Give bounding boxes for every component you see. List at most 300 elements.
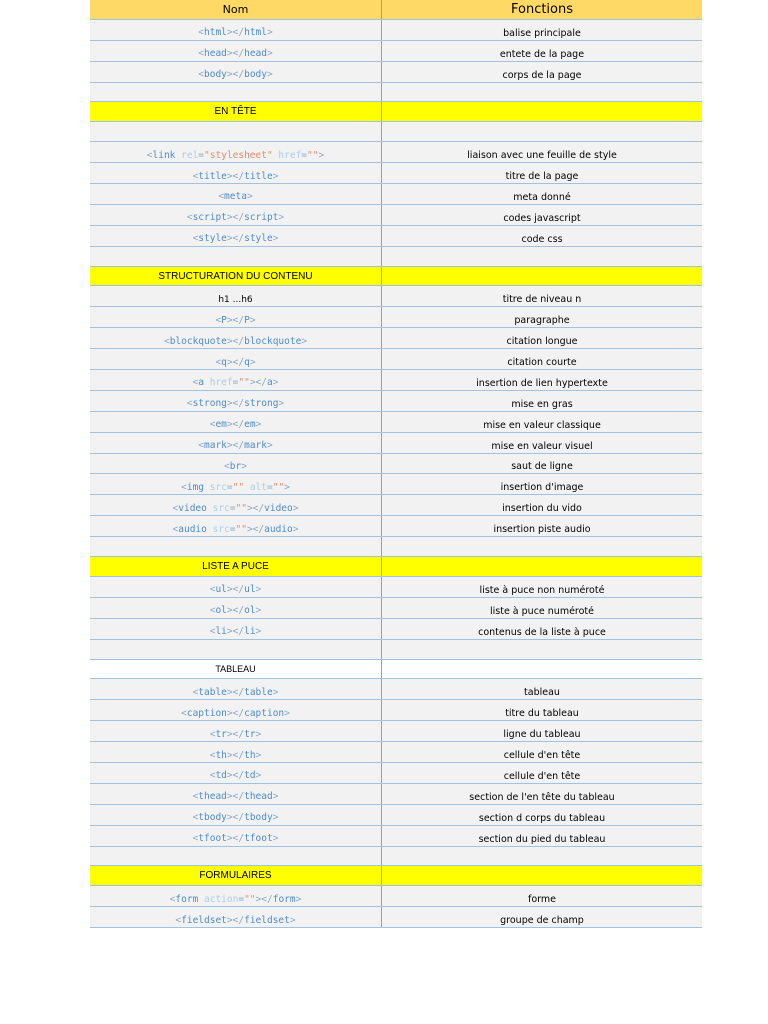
blank-row	[90, 846, 702, 866]
nom-cell	[90, 557, 382, 577]
closing-tag-name: li	[244, 626, 256, 638]
tag-name: caption	[186, 707, 227, 719]
tag-name: ol	[215, 605, 227, 617]
function-text: meta donné	[513, 191, 571, 203]
closing-tag-name: tr	[244, 728, 256, 740]
function-text: liste à puce numéroté	[489, 605, 595, 617]
nom-cell	[90, 390, 382, 411]
tag-code	[181, 708, 290, 719]
fonction-cell	[382, 495, 703, 516]
nom-cell	[90, 516, 382, 537]
closing-tag-name: tbody	[244, 812, 273, 824]
bracket: <	[186, 212, 193, 224]
bracket: >	[226, 314, 233, 326]
bracket: </	[232, 914, 245, 926]
function-text: titre de la page	[505, 171, 579, 183]
closing-tag-name: style	[244, 233, 273, 245]
fonction-cell	[382, 659, 703, 679]
function-text: liste à puce non numéroté	[479, 584, 605, 596]
bracket: >	[272, 833, 279, 845]
fonction-cell	[382, 886, 703, 907]
tag-code	[215, 315, 255, 326]
fonction-cell	[382, 411, 703, 432]
tag-code	[198, 440, 272, 451]
bracket: >	[255, 584, 262, 596]
row-row	[90, 453, 702, 474]
nom-cell	[90, 825, 382, 846]
equals: =	[232, 377, 239, 389]
nom-cell	[90, 576, 382, 597]
bracket: <	[169, 893, 176, 905]
bracket: >	[255, 605, 262, 617]
nom-cell	[90, 804, 382, 825]
nom-cell	[90, 61, 382, 82]
bracket: </	[232, 749, 245, 761]
closing-tag-name: em	[244, 419, 256, 431]
nom-cell	[90, 495, 382, 516]
bracket: </	[232, 69, 245, 81]
header-nom: Nom	[90, 0, 382, 19]
attr-name: alt	[249, 481, 267, 493]
function-text: section du pied du tableau	[478, 833, 606, 845]
tag-code	[147, 150, 324, 161]
tag-name: script	[192, 212, 227, 224]
tag-name: tfoot	[198, 833, 227, 845]
function-text: section de l'en tête du tableau	[469, 791, 615, 803]
bracket: <	[181, 481, 187, 493]
nom-cell	[90, 762, 382, 783]
bracket: <	[175, 914, 182, 926]
nom-cell	[90, 618, 382, 639]
function-text: insertion de lien hypertexte	[476, 377, 608, 389]
attr-value: ""	[232, 481, 245, 493]
bracket: <	[215, 356, 222, 368]
fonction-cell	[382, 204, 703, 225]
bracket: </	[232, 314, 245, 326]
closing-tag-name: video	[264, 502, 293, 514]
bracket: <	[163, 335, 170, 347]
row-row	[90, 742, 702, 763]
bracket: </	[232, 812, 245, 824]
tag-code	[187, 212, 284, 223]
tag-name: strong	[192, 398, 227, 410]
tag-name: em	[215, 419, 227, 431]
bracket: >	[226, 27, 233, 39]
function-text: codes javascript	[503, 212, 581, 224]
nom-cell	[90, 721, 382, 742]
bracket: </	[232, 440, 245, 452]
equals: =	[238, 893, 245, 905]
nom-cell	[90, 184, 382, 205]
row-row	[90, 804, 702, 825]
bracket: >	[266, 48, 273, 60]
row-row	[90, 40, 702, 61]
nom-cell	[90, 266, 382, 286]
tag-name: li	[215, 626, 227, 638]
closing-tag-name: th	[244, 749, 256, 761]
fonction-cell	[382, 804, 703, 825]
nom-cell	[90, 474, 382, 495]
tag-code	[193, 171, 279, 182]
closing-tag-name: tfoot	[244, 833, 273, 845]
bracket: <	[192, 833, 199, 845]
row-row	[90, 618, 702, 639]
fonction-cell	[382, 907, 703, 928]
section-title: EN TÊTE	[214, 106, 257, 118]
bracket: <	[218, 191, 225, 203]
attr-value: ""	[272, 481, 285, 493]
tag-code	[210, 419, 262, 430]
fonction-cell	[382, 762, 703, 783]
tag-code	[193, 377, 279, 388]
bracket: >	[272, 791, 279, 803]
tag-code	[181, 482, 290, 493]
tag-code	[218, 191, 252, 202]
fonction-cell	[382, 102, 703, 122]
function-text: mise en valeur visuel	[491, 440, 593, 452]
bracket: </	[252, 523, 265, 535]
nom-cell	[90, 886, 382, 907]
bracket: >	[255, 770, 262, 782]
nom-cell	[90, 204, 382, 225]
blank-row	[90, 537, 702, 557]
bracket: >	[292, 502, 299, 514]
attr-name: href	[209, 377, 233, 389]
fonction-cell	[382, 82, 703, 102]
sheet-body	[90, 0, 702, 928]
tag-name: fieldset	[181, 914, 227, 926]
bracket: >	[226, 728, 233, 740]
bracket: >	[266, 440, 273, 452]
row-row	[90, 495, 702, 516]
row-row	[90, 474, 702, 495]
tag-name: video	[178, 502, 207, 514]
nom-cell	[90, 349, 382, 370]
bracket: >	[241, 461, 247, 473]
row-row	[90, 61, 702, 82]
nom-cell	[90, 453, 382, 474]
attr-value: ""	[235, 502, 247, 514]
bracket: >	[272, 170, 279, 182]
bracket: </	[255, 377, 267, 389]
nom-cell	[90, 328, 382, 349]
bracket: </	[232, 27, 245, 39]
tag-code	[210, 605, 262, 616]
bracket: <	[209, 605, 216, 617]
tag-code	[164, 336, 307, 347]
bracket: >	[226, 170, 233, 182]
bracket: <	[209, 626, 216, 638]
header-fonctions: Fonctions	[382, 0, 703, 19]
function-text: contenus de la liste à puce	[478, 626, 606, 638]
closing-tag-name: audio	[264, 523, 293, 535]
tag-code	[175, 915, 295, 926]
fonction-cell	[382, 866, 703, 886]
row-row	[90, 370, 702, 391]
nom-cell	[90, 597, 382, 618]
bracket: <	[198, 27, 205, 39]
tag-code	[187, 398, 284, 409]
tag-code	[198, 69, 272, 80]
tag-name: html	[204, 27, 227, 39]
tag-name: tr	[215, 728, 227, 740]
nom-cell	[90, 432, 382, 453]
fonction-cell	[382, 370, 703, 391]
fonction-cell	[382, 328, 703, 349]
bracket: </	[232, 170, 245, 182]
function-text: insertion du vido	[502, 503, 582, 515]
bracket: >	[226, 749, 233, 761]
function-text: titre du tableau	[505, 708, 579, 720]
tag-code	[170, 894, 302, 905]
tag-name: title	[198, 170, 227, 182]
function-text: mise en valeur classique	[483, 419, 601, 431]
closing-tag-name: q	[244, 356, 250, 368]
nom-cell	[90, 370, 382, 391]
row-row	[90, 411, 702, 432]
tag-name: body	[204, 69, 227, 81]
row-row	[90, 597, 702, 618]
bracket: >	[278, 398, 285, 410]
closing-tag-name: title	[244, 170, 273, 182]
function-text: mise en gras	[511, 398, 573, 410]
closing-tag-name: html	[244, 27, 267, 39]
bracket: >	[289, 914, 296, 926]
bracket: >	[246, 191, 253, 203]
nom-cell	[90, 907, 382, 928]
bracket: >	[226, 914, 233, 926]
closing-tag-name: td	[244, 770, 256, 782]
tag-name: P	[221, 314, 227, 326]
equals: =	[229, 502, 236, 514]
fonction-cell	[382, 721, 703, 742]
bracket: </	[232, 626, 245, 638]
closing-tag-name: thead	[244, 791, 273, 803]
tag-code	[215, 357, 255, 368]
tag-code	[210, 626, 262, 637]
function-text: corps de la page	[502, 69, 582, 81]
equals: =	[266, 481, 273, 493]
bracket: >	[255, 728, 262, 740]
function-text: citation longue	[506, 336, 578, 348]
fonction-cell	[382, 225, 703, 246]
fonction-cell	[382, 846, 703, 866]
tag-code	[210, 750, 262, 761]
row-row	[90, 163, 702, 184]
bracket: <	[192, 812, 199, 824]
section-title: LISTE A PUCE	[202, 560, 269, 572]
bracket: >	[226, 356, 233, 368]
attr-value: "stylesheet"	[204, 149, 273, 161]
fonction-cell	[382, 390, 703, 411]
tag-name: td	[215, 770, 227, 782]
bracket: >	[272, 812, 279, 824]
fonction-cell	[382, 432, 703, 453]
attr-name: href	[278, 149, 302, 161]
closing-tag-name: blockquote	[244, 335, 302, 347]
tag-code	[210, 729, 262, 740]
bracket: <	[146, 149, 153, 161]
function-text: liaison avec une feuille de style	[467, 150, 617, 162]
row-row	[90, 576, 702, 597]
row-row	[90, 679, 702, 700]
tag-code	[198, 48, 272, 59]
nom-cell	[90, 411, 382, 432]
bracket: <	[172, 523, 179, 535]
closing-tag-name: body	[244, 69, 267, 81]
function-text: code css	[521, 233, 563, 245]
function-text: tableau	[524, 687, 560, 699]
bracket: >	[246, 502, 253, 514]
nom-cell	[90, 163, 382, 184]
blank-row	[90, 246, 702, 266]
tag-name: q	[221, 356, 227, 368]
section-title: STRUCTURATION DU CONTENU	[158, 270, 313, 282]
row-row	[90, 700, 702, 721]
tag-code	[173, 524, 299, 535]
fonction-cell	[382, 453, 703, 474]
bracket: <	[198, 69, 205, 81]
bracket: >	[226, 233, 233, 245]
bracket: >	[272, 233, 279, 245]
bracket: >	[295, 893, 302, 905]
closing-tag-name: strong	[244, 398, 279, 410]
function-text: titre de niveau n	[502, 294, 582, 306]
nom-cell	[90, 742, 382, 763]
bracket: >	[226, 440, 233, 452]
nom-cell	[90, 102, 382, 122]
fonction-cell	[382, 246, 703, 266]
bracket: >	[301, 335, 308, 347]
bracket: >	[226, 212, 233, 224]
function-text: section d corps du tableau	[478, 812, 606, 824]
function-text: insertion piste audio	[493, 524, 591, 536]
row-row	[90, 907, 702, 928]
bracket: </	[232, 605, 245, 617]
bracket: <	[181, 707, 187, 719]
closing-tag-name: form	[272, 893, 296, 905]
attr-name: src	[212, 523, 230, 535]
row-row	[90, 783, 702, 804]
row-row	[90, 286, 702, 307]
bracket: <	[192, 377, 199, 389]
bracket: >	[255, 893, 262, 905]
fonction-cell	[382, 163, 703, 184]
nom-cell	[90, 639, 382, 659]
closing-tag-name: ol	[244, 605, 256, 617]
attr-name: src	[209, 481, 227, 493]
equals: =	[229, 523, 236, 535]
bracket: <	[215, 314, 222, 326]
tag-code	[193, 791, 279, 802]
section-row	[90, 866, 702, 886]
tag-name: br	[229, 461, 242, 473]
attr-value: ""	[244, 893, 256, 905]
bracket: >	[249, 356, 256, 368]
label-row	[90, 659, 702, 679]
bracket: <	[198, 48, 205, 60]
tag-code	[193, 687, 279, 698]
nom-cell	[90, 537, 382, 557]
bracket: </	[232, 686, 245, 698]
nom-cell	[90, 246, 382, 266]
bracket: </	[232, 791, 245, 803]
bracket: >	[249, 377, 256, 389]
tag-name: meta	[224, 191, 247, 203]
tag-name: a	[198, 377, 204, 389]
row-row	[90, 349, 702, 370]
fonction-cell	[382, 783, 703, 804]
closing-tag-name: script	[244, 212, 279, 224]
bracket: >	[226, 398, 233, 410]
fonction-cell	[382, 618, 703, 639]
fonction-cell	[382, 639, 703, 659]
function-text: forme	[528, 894, 556, 906]
header-row	[90, 0, 702, 19]
bracket: </	[232, 335, 245, 347]
function-text: citation courte	[507, 357, 577, 369]
closing-tag-name: head	[244, 48, 267, 60]
closing-tag-name: ul	[244, 584, 256, 596]
attr-name: rel	[181, 149, 199, 161]
closing-tag-name: caption	[244, 707, 285, 719]
fonction-cell	[382, 307, 703, 328]
closing-tag-name: P	[244, 314, 250, 326]
nom-cell	[90, 122, 382, 142]
tag-code	[193, 833, 279, 844]
bracket: >	[226, 335, 233, 347]
attr-value: ""	[238, 377, 250, 389]
row-row	[90, 390, 702, 411]
nom-cell	[90, 659, 382, 679]
row-row	[90, 762, 702, 783]
bracket: >	[226, 770, 233, 782]
nom-cell	[90, 783, 382, 804]
bracket: >	[255, 749, 262, 761]
closing-tag-name: table	[244, 686, 273, 698]
bracket: <	[209, 770, 216, 782]
attr-name: action	[204, 893, 239, 905]
bracket: >	[255, 419, 262, 431]
nom-cell	[90, 82, 382, 102]
row-row	[90, 225, 702, 246]
function-text: ligne du tableau	[503, 729, 581, 741]
bracket: >	[226, 419, 233, 431]
row-row	[90, 19, 702, 40]
tag-name: img	[186, 481, 204, 493]
fonction-cell	[382, 122, 703, 142]
bracket: >	[226, 812, 233, 824]
bracket: >	[246, 523, 253, 535]
bracket: </	[232, 48, 245, 60]
fonction-cell	[382, 266, 703, 286]
tag-name: ul	[215, 584, 227, 596]
tag-name: table	[198, 686, 227, 698]
row-row	[90, 516, 702, 537]
blank-row	[90, 639, 702, 659]
bracket: >	[226, 605, 233, 617]
tag-name: th	[215, 749, 227, 761]
fonction-cell	[382, 537, 703, 557]
bracket: >	[255, 626, 262, 638]
tag-name: blockquote	[169, 335, 227, 347]
section-title: FORMULAIRES	[199, 870, 272, 882]
bracket: >	[278, 212, 285, 224]
bracket: </	[232, 707, 245, 719]
bracket: >	[318, 149, 325, 161]
closing-tag-name: fieldset	[244, 914, 290, 926]
tag-name: thead	[198, 791, 227, 803]
